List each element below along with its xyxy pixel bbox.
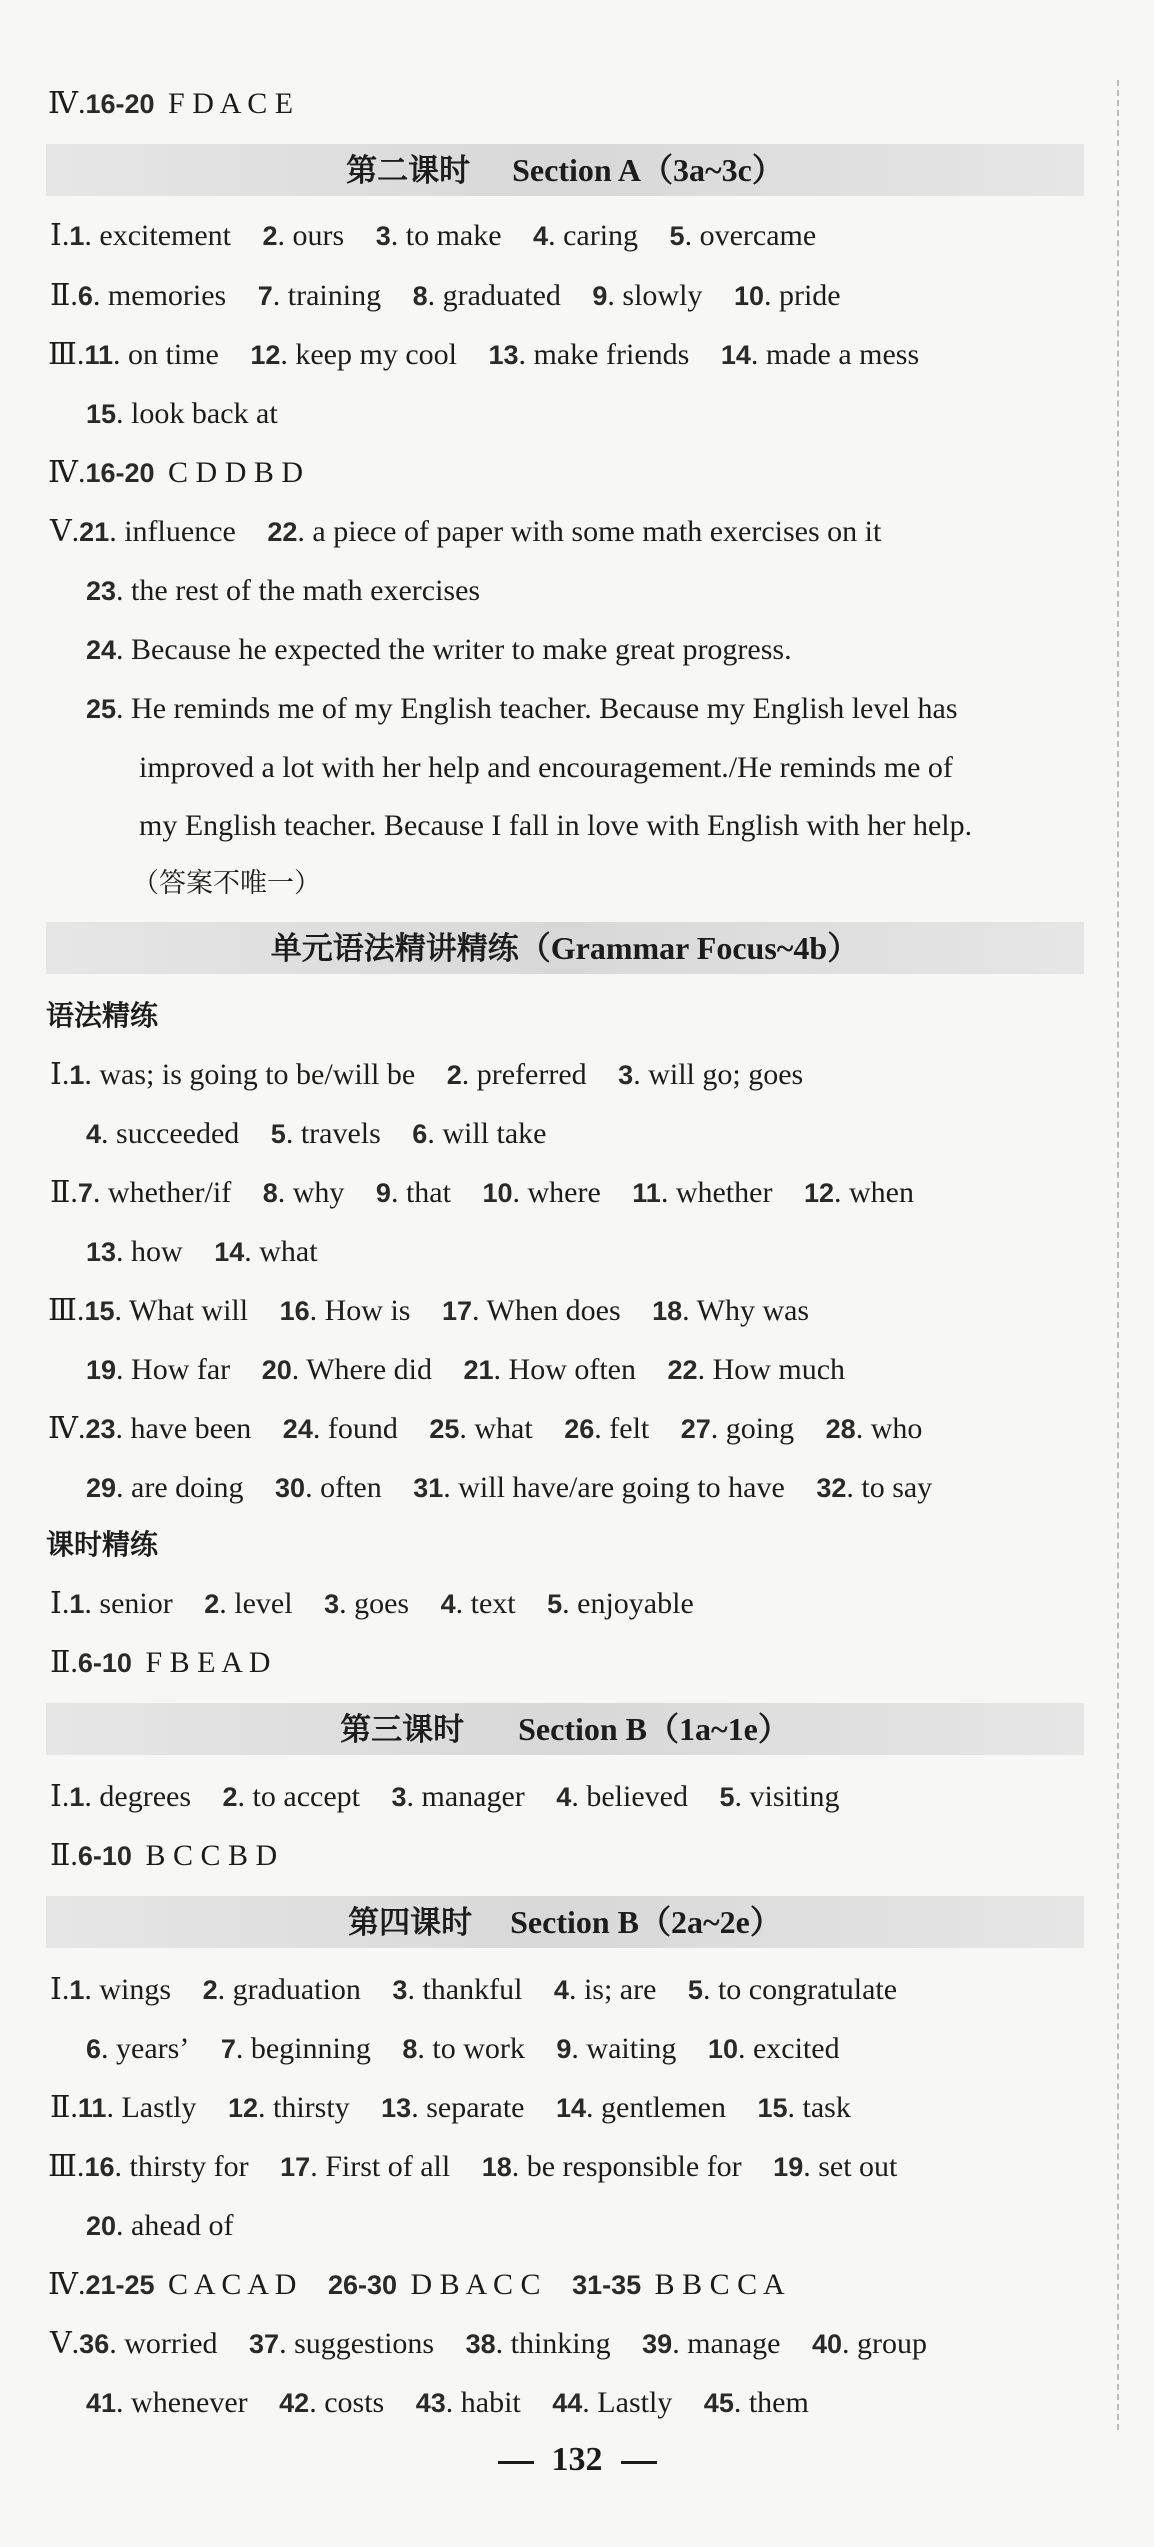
roman-numeral: Ⅳ. xyxy=(48,1412,86,1445)
answer-text: who xyxy=(870,1412,923,1445)
answer-text: improved a lot with her help and encouragement./He reminds me of xyxy=(139,751,953,784)
question-number: 3 xyxy=(392,1975,408,2005)
question-number: 9 xyxy=(592,281,608,311)
question-number: 25 xyxy=(429,1414,460,1444)
question-number: 14 xyxy=(555,2093,587,2123)
roman-numeral: Ⅱ. xyxy=(50,279,78,312)
question-number: 23 xyxy=(85,1414,116,1444)
question-number: 7 xyxy=(257,281,273,311)
answer-text: separate xyxy=(426,2091,525,2124)
question-number: 10 xyxy=(482,1178,513,1208)
answer-line: 20. ahead of xyxy=(86,2209,234,2242)
answer-text: caring xyxy=(563,219,639,252)
answer-text: are doing xyxy=(131,1471,244,1504)
answer-line xyxy=(139,806,972,846)
answer-text: make friends xyxy=(533,338,690,371)
banner-en-title: Section A（3a~3c） xyxy=(512,152,784,188)
question-number: 6 xyxy=(412,1119,428,1149)
roman-numeral: Ⅲ. xyxy=(48,1294,85,1327)
answer-text: How much xyxy=(712,1353,846,1386)
roman-numeral: Ⅰ. xyxy=(50,1780,70,1813)
answer-text: slowly xyxy=(622,279,703,312)
question-number: 8 xyxy=(402,2034,418,2064)
answer-text: enjoyable xyxy=(577,1587,694,1620)
question-number: 15 xyxy=(84,1296,115,1326)
question-number: 15 xyxy=(86,399,117,429)
answer-text: level xyxy=(234,1587,293,1620)
question-number: 11 xyxy=(77,2093,107,2123)
question-number: 26 xyxy=(564,1414,595,1444)
answer-text: training xyxy=(287,279,382,312)
question-number: 38 xyxy=(465,2329,496,2359)
answer-line: 15. look back at xyxy=(86,397,278,430)
banner-cn-title: 第四课时 xyxy=(348,1905,473,1941)
answer-text: on time xyxy=(127,338,219,371)
question-number: 24 xyxy=(282,1414,313,1444)
answer-text: keep my cool xyxy=(295,338,457,371)
roman-numeral: Ⅱ. xyxy=(50,1176,78,1209)
roman-numeral: Ⅲ. xyxy=(48,338,85,371)
question-number: 41 xyxy=(86,2388,117,2418)
question-number: 42 xyxy=(279,2388,310,2418)
question-number: 13 xyxy=(86,1237,117,1267)
answer-text: How far xyxy=(131,1353,231,1386)
answer-text: Because he expected the writer to make great progress. xyxy=(131,633,792,666)
answer-line: Ⅰ.1. was; is going to be/will be 2. preferred 3. will go; goes xyxy=(50,1058,804,1091)
question-number: 3 xyxy=(375,221,391,251)
question-number: 6 xyxy=(86,2034,102,2064)
answer-text: my English teacher. Because I fall in love with English with her help. xyxy=(139,809,973,842)
answer-line xyxy=(48,453,303,493)
answer-line: Ⅳ.23. have been 24. found 25. what 26. felt 27. going 28. who xyxy=(48,1412,923,1445)
answer-text: suggestions xyxy=(294,2327,435,2360)
answer-line: Ⅰ.1. wings 2. graduation 3. thankful 4. is; are 5. to congratulate xyxy=(50,1973,898,2006)
answer-text: succeeded xyxy=(116,1117,240,1150)
question-number: 1 xyxy=(69,1782,85,1812)
question-number: 17 xyxy=(280,2152,311,2182)
question-number: 11 xyxy=(632,1178,661,1208)
answer-line: 13. how 14. what xyxy=(86,1235,318,1268)
question-number: 10 xyxy=(733,281,764,311)
answer-text: Why was xyxy=(696,1294,810,1327)
answer-text: have been xyxy=(130,1412,252,1445)
roman-numeral: Ⅰ. xyxy=(50,1058,70,1091)
question-number: 3 xyxy=(391,1782,407,1812)
question-number: 1 xyxy=(69,1060,85,1090)
answer-line: 19. How far 20. Where did 21. How often 22. How much xyxy=(86,1353,846,1386)
question-range: 16-20 xyxy=(85,458,155,488)
subsection-heading: 课时精练 xyxy=(46,1528,159,1561)
answer-text: ahead of xyxy=(131,2209,234,2242)
answer-text: Lastly xyxy=(121,2091,197,2124)
question-number: 44 xyxy=(552,2388,583,2418)
roman-numeral: Ⅰ. xyxy=(50,219,70,252)
answer-line: Ⅱ.7. whether/if 8. why 9. that 10. where 11. whether 12. when xyxy=(50,1176,914,1209)
question-number: 19 xyxy=(86,1355,117,1385)
roman-numeral: Ⅱ. xyxy=(50,1839,78,1872)
question-number: 2 xyxy=(446,1060,462,1090)
question-range: 6-10 xyxy=(77,1841,132,1871)
question-number: 13 xyxy=(488,340,519,370)
answer-text: graduation xyxy=(232,1973,361,2006)
question-number: 13 xyxy=(381,2093,412,2123)
answer-text: be responsible for xyxy=(526,2150,742,2183)
answer-text: worried xyxy=(124,2327,218,2360)
question-number: 6 xyxy=(77,281,93,311)
question-number: 8 xyxy=(262,1178,278,1208)
section-banner xyxy=(46,922,1084,974)
answer-text: pride xyxy=(778,279,841,312)
question-number: 1 xyxy=(69,1975,85,2005)
answer-line: 25. He reminds me of my English teacher. Because my English level has xyxy=(86,692,958,725)
answer-line: Ⅲ.16. thirsty for 17. First of all 18. be responsible for 19. set out xyxy=(48,2150,898,2183)
answer-text: to make xyxy=(405,219,502,252)
answer-text: to congratulate xyxy=(717,1973,898,2006)
answer-text: set out xyxy=(818,2150,898,2183)
answer-line: Ⅰ.1. excitement 2. ours 3. to make 4. caring 5. overcame xyxy=(50,219,817,252)
answer-text: group xyxy=(857,2327,928,2360)
question-number: 5 xyxy=(719,1782,735,1812)
answer-line: 29. are doing 30. often 31. will have/are going to have 32. to say xyxy=(86,1471,933,1504)
banner-cn-title: 单元语法精讲精练 xyxy=(270,931,519,967)
question-number: 2 xyxy=(222,1782,238,1812)
answer-text: look back at xyxy=(131,397,278,430)
section-banner xyxy=(46,1703,1084,1755)
answer-text: text xyxy=(470,1587,516,1620)
page-number-text: 132 xyxy=(551,2441,603,2478)
question-number: 17 xyxy=(441,1296,473,1326)
answer-text: gentlemen xyxy=(601,2091,726,2124)
question-number: 10 xyxy=(707,2034,738,2064)
answer-text: How often xyxy=(508,1353,637,1386)
answer-text: the rest of the math exercises xyxy=(131,574,481,607)
question-number: 18 xyxy=(481,2152,512,2182)
question-number: 2 xyxy=(204,1589,220,1619)
question-number: 14 xyxy=(720,340,751,370)
banner-en-title: Section B（2a~2e） xyxy=(510,1904,782,1940)
answer-text: thirsty xyxy=(272,2091,350,2124)
answer-line xyxy=(50,1836,277,1876)
answer-text: thinking xyxy=(510,2327,611,2360)
question-range: 26-30 xyxy=(327,2270,398,2300)
roman-numeral: Ⅰ. xyxy=(50,1587,70,1620)
answer-line xyxy=(139,748,953,788)
answer-text: excited xyxy=(752,2032,840,2065)
answer-text: goes xyxy=(354,1587,410,1620)
question-number: 2 xyxy=(202,1975,218,2005)
question-number: 12 xyxy=(250,340,281,370)
answer-text: Lastly xyxy=(597,2386,673,2419)
question-number: 31 xyxy=(413,1473,444,1503)
question-number: 16 xyxy=(84,2152,115,2182)
answer-text: manager xyxy=(421,1780,525,1813)
answer-line xyxy=(50,1643,270,1683)
page-edge-dashed-line xyxy=(1117,80,1119,2430)
question-number: 43 xyxy=(415,2388,446,2418)
question-number: 21 xyxy=(463,1355,494,1385)
answer-line: 4. succeeded 5. travels 6. will take xyxy=(86,1117,547,1150)
question-number: 1 xyxy=(69,221,85,251)
answer-text: He reminds me of my English teacher. Because my English level has xyxy=(131,692,958,725)
question-number: 22 xyxy=(667,1355,698,1385)
answer-text: costs xyxy=(324,2386,385,2419)
question-number: 5 xyxy=(270,1119,286,1149)
question-number: 22 xyxy=(267,517,298,547)
question-number: 39 xyxy=(642,2329,673,2359)
answer-text: Where did xyxy=(306,1353,432,1386)
question-number: 7 xyxy=(220,2034,236,2064)
question-number: 3 xyxy=(324,1589,340,1619)
question-number: 20 xyxy=(261,1355,292,1385)
question-number: 16 xyxy=(279,1296,310,1326)
answer-text: influence xyxy=(124,515,236,548)
answer-text: ours xyxy=(292,219,345,252)
roman-numeral: Ⅴ. xyxy=(50,2327,80,2360)
answer-letters: B B C C A xyxy=(654,2268,785,2301)
answer-text: waiting xyxy=(586,2032,677,2065)
question-number: 7 xyxy=(77,1178,93,1208)
question-number: 9 xyxy=(556,2034,572,2064)
answer-line: Ⅰ.1. senior 2. level 3. goes 4. text 5. enjoyable xyxy=(50,1587,694,1620)
subsection-heading: 语法精练 xyxy=(46,999,159,1032)
answer-text: whether xyxy=(675,1176,773,1209)
answer-line: 41. whenever 42. costs 43. habit 44. Lastly 45. them xyxy=(86,2386,809,2419)
question-range: 16-20 xyxy=(85,89,155,119)
answer-letters: B C C B D xyxy=(145,1839,278,1872)
answer-text: habit xyxy=(460,2386,521,2419)
answer-line: Ⅱ.6. memories 7. training 8. graduated 9. slowly 10. pride xyxy=(50,279,841,312)
roman-numeral: Ⅳ. xyxy=(48,87,86,120)
answer-text: where xyxy=(527,1176,601,1209)
question-number: 23 xyxy=(86,576,117,606)
answer-text: will have/are going to have xyxy=(458,1471,785,1504)
answer-text: How is xyxy=(324,1294,411,1327)
roman-numeral: Ⅰ. xyxy=(50,1973,70,2006)
roman-numeral: Ⅲ. xyxy=(48,2150,85,2183)
answer-line: Ⅴ.21. influence 22. a piece of paper with some math exercises on it xyxy=(50,515,882,548)
answer-text: is; are xyxy=(583,1973,657,2006)
answer-text: excitement xyxy=(99,219,231,252)
page-number xyxy=(0,2435,1154,2485)
section-banner xyxy=(46,1896,1084,1948)
question-number: 2 xyxy=(262,221,278,251)
answer-text: to accept xyxy=(252,1780,360,1813)
question-number: 14 xyxy=(214,1237,245,1267)
answer-text: found xyxy=(327,1412,398,1445)
answer-line: Ⅰ.1. degrees 2. to accept 3. manager 4. believed 5. visiting xyxy=(50,1780,840,1813)
question-number: 24 xyxy=(86,635,117,665)
question-number: 29 xyxy=(86,1473,117,1503)
answer-text: thirsty for xyxy=(129,2150,249,2183)
answer-line: 24. Because he expected the writer to make great progress. xyxy=(86,633,792,666)
question-number: 21 xyxy=(79,517,110,547)
answer-text: whenever xyxy=(131,2386,248,2419)
question-number: 28 xyxy=(825,1414,856,1444)
answer-text: how xyxy=(131,1235,183,1268)
answer-text: degrees xyxy=(99,1780,192,1813)
answer-line: Ⅴ.36. worried 37. suggestions 38. thinking 39. manage 40. group xyxy=(50,2327,928,2360)
question-number: 40 xyxy=(811,2329,843,2359)
answer-text: task xyxy=(802,2091,851,2124)
answer-text: thankful xyxy=(422,1973,523,2006)
answer-letters: D B A C C xyxy=(410,2268,541,2301)
question-number: 27 xyxy=(680,1414,711,1444)
question-number: 45 xyxy=(703,2388,734,2418)
question-number: 20 xyxy=(86,2211,117,2241)
question-number: 5 xyxy=(669,221,685,251)
answer-text: why xyxy=(292,1176,345,1209)
answer-note xyxy=(132,864,321,904)
question-range: 31-35 xyxy=(572,2270,642,2300)
roman-numeral: Ⅳ. xyxy=(48,456,86,489)
answer-text: graduated xyxy=(442,279,561,312)
answer-letters: F B E A D xyxy=(145,1646,271,1679)
answer-text: What will xyxy=(128,1294,249,1327)
banner-en-title: Section B（1a~1e） xyxy=(518,1711,790,1747)
answer-letters: C D D B D xyxy=(168,456,304,489)
answer-text: overcame xyxy=(699,219,817,252)
answer-line: 23. the rest of the math exercises xyxy=(86,574,481,607)
question-number: 5 xyxy=(547,1589,563,1619)
answer-text: was; is going to be/will be xyxy=(99,1058,416,1091)
answer-text: beginning xyxy=(250,2032,371,2065)
answer-text: will go; goes xyxy=(648,1058,804,1091)
answer-letters: F D A C E xyxy=(168,87,294,120)
roman-numeral: Ⅳ. xyxy=(48,2268,86,2301)
answer-text: First of all xyxy=(325,2150,451,2183)
question-number: 12 xyxy=(227,2093,258,2123)
answer-text: to say xyxy=(861,1471,933,1504)
answer-text: when xyxy=(849,1176,914,1209)
answer-line xyxy=(48,84,293,124)
answer-text: wings xyxy=(99,1973,172,2006)
answer-text: made a mess xyxy=(765,338,920,371)
answer-text: what xyxy=(474,1412,533,1445)
answer-line: Ⅲ.15. What will 16. How is 17. When does 18. Why was xyxy=(48,1294,810,1327)
roman-numeral: Ⅱ. xyxy=(50,1646,78,1679)
answer-text: When does xyxy=(486,1294,621,1327)
answer-text: visiting xyxy=(749,1780,840,1813)
answer-letters: C A C A D xyxy=(168,2268,297,2301)
answer-text: them xyxy=(748,2386,809,2419)
answer-text: manage xyxy=(687,2327,781,2360)
question-number: 15 xyxy=(757,2093,788,2123)
question-number: 9 xyxy=(375,1178,391,1208)
question-number: 1 xyxy=(69,1589,85,1619)
answer-text: senior xyxy=(99,1587,173,1620)
question-number: 30 xyxy=(275,1473,306,1503)
answer-line xyxy=(48,2265,785,2305)
banner-cn-title: 第二课时 xyxy=(346,153,471,189)
answer-text: a piece of paper with some math exercises on it xyxy=(312,515,882,548)
answer-text: what xyxy=(259,1235,318,1268)
question-number: 36 xyxy=(79,2329,110,2359)
question-number: 4 xyxy=(86,1119,102,1149)
question-number: 4 xyxy=(440,1589,456,1619)
question-number: 19 xyxy=(773,2152,804,2182)
question-number: 11 xyxy=(84,340,113,370)
question-number: 37 xyxy=(249,2329,280,2359)
question-range: 6-10 xyxy=(77,1648,132,1678)
answer-text: believed xyxy=(586,1780,688,1813)
question-range: 21-25 xyxy=(85,2270,155,2300)
answer-text: （答案不唯一） xyxy=(132,868,321,899)
answer-line: Ⅲ.11. on time 12. keep my cool 13. make friends 14. made a mess xyxy=(48,338,920,371)
question-number: 12 xyxy=(803,1178,834,1208)
answer-line: 6. years’ 7. beginning 8. to work 9. waiting 10. excited xyxy=(86,2032,840,2065)
question-number: 25 xyxy=(86,694,117,724)
answer-text: preferred xyxy=(476,1058,587,1091)
answer-text: going xyxy=(725,1412,795,1445)
answer-text: memories xyxy=(107,279,227,312)
answer-text: travels xyxy=(300,1117,381,1150)
banner-cn-title: 第三课时 xyxy=(340,1712,465,1748)
banner-en-title: （Grammar Focus~4b） xyxy=(518,930,860,966)
answer-text: felt xyxy=(609,1412,650,1445)
question-number: 4 xyxy=(533,221,549,251)
roman-numeral: Ⅱ. xyxy=(50,2091,78,2124)
question-number: 5 xyxy=(687,1975,703,2005)
answer-text: years’ xyxy=(116,2032,190,2065)
answer-text: will take xyxy=(442,1117,547,1150)
question-number: 3 xyxy=(618,1060,634,1090)
answer-text: often xyxy=(320,1471,382,1504)
question-number: 8 xyxy=(412,281,428,311)
section-banner xyxy=(46,144,1084,196)
roman-numeral: Ⅴ. xyxy=(50,515,80,548)
question-number: 32 xyxy=(816,1473,847,1503)
question-number: 4 xyxy=(553,1975,569,2005)
question-number: 18 xyxy=(652,1296,683,1326)
answer-text: to work xyxy=(432,2032,525,2065)
answer-text: that xyxy=(405,1176,451,1209)
answer-text: whether/if xyxy=(107,1176,232,1209)
answer-line: Ⅱ.11. Lastly 12. thirsty 13. separate 14. gentlemen 15. task xyxy=(50,2091,851,2124)
question-number: 4 xyxy=(556,1782,572,1812)
